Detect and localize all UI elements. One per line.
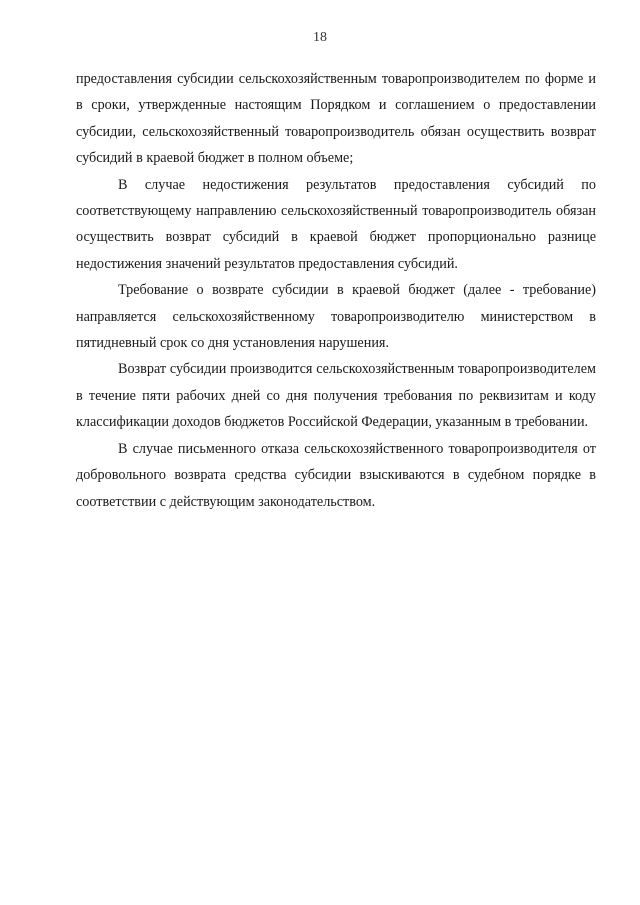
paragraph-shortfall-return: В случае недостижения результатов предоставления субсидий по соответствующему направлению сельскохозяйственный товаропроизводитель обязан осуществить возврат субсидий в краевой бюджет пропорционально разнице недостижения значений результатов предоставления субсидий. — [76, 176, 596, 272]
paragraph-court-recovery: В случае письменного отказа сельскохозяйственного товаропроизводителя от добровольного возврата средства субсидии взыскиваются в судебном порядке в соответствии с действующим законодательством. — [76, 440, 596, 510]
page-number: 18 — [313, 30, 327, 45]
paragraph-continuation: предоставления субсидии сельскохозяйственным товаропроизводителем по форме и в сроки, утвержденные настоящим Порядком и соглашением о предоставлении субсидии, сельскохозяйственный товаропроизводитель обязан осуществить возврат субсидий в краевой бюджет в полном объеме; — [76, 71, 596, 167]
paragraph-return-procedure: Возврат субсидии производится сельскохозяйственным товаропроизводителем в течение пяти рабочих дней со дня получения требования по реквизитам и коду классификации доходов бюджетов Российской Федерации, указанным в требовании. — [76, 361, 596, 431]
document-body — [76, 66, 596, 515]
paragraph-return-demand: Требование о возврате субсидии в краевой бюджет (далее - требование) направляется сельскохозяйственному товаропроизводителю министерством в пятидневный срок со дня установления нарушения. — [76, 282, 596, 352]
